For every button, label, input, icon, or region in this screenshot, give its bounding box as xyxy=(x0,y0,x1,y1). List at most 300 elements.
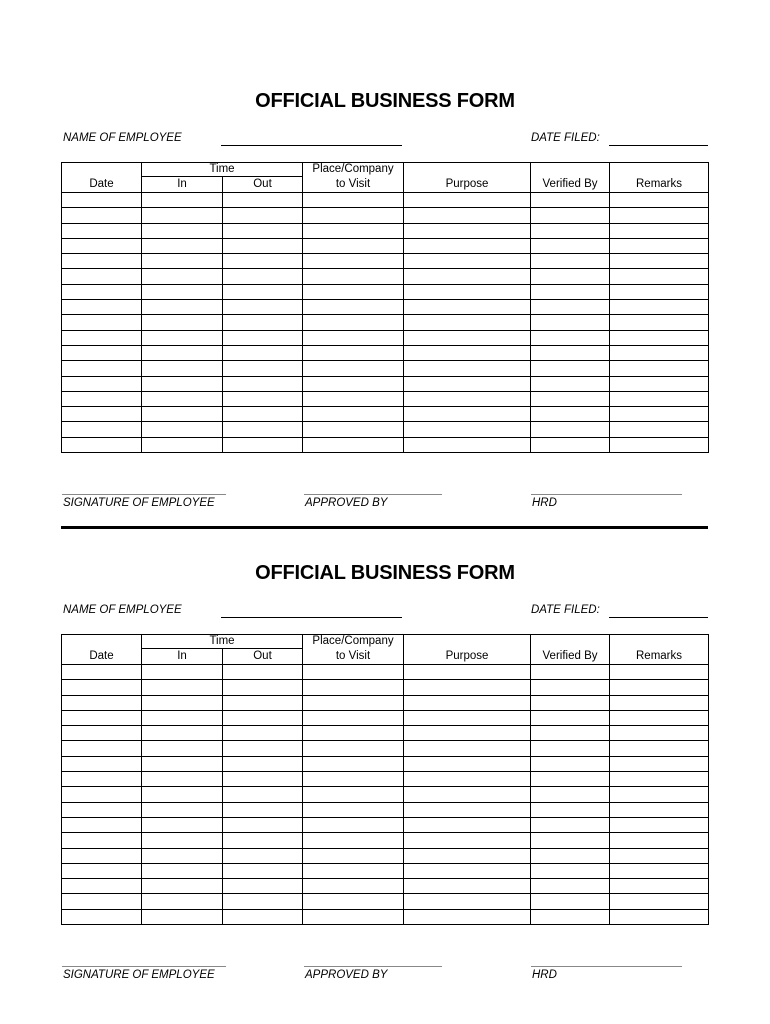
cell-time-in[interactable] xyxy=(142,817,223,832)
cell-place[interactable] xyxy=(303,695,404,710)
name-of-employee-field[interactable] xyxy=(221,145,402,146)
cell-remarks[interactable] xyxy=(610,238,709,253)
table-row xyxy=(62,879,709,894)
cell-purpose[interactable] xyxy=(404,223,531,238)
cell-purpose[interactable] xyxy=(404,741,531,756)
cell-verified-by[interactable] xyxy=(531,695,610,710)
cell-time-out[interactable] xyxy=(223,817,303,832)
cell-verified-by[interactable] xyxy=(531,848,610,863)
table-row xyxy=(62,238,709,253)
cell-purpose[interactable] xyxy=(404,756,531,771)
cell-remarks[interactable] xyxy=(610,787,709,802)
cell-time-in[interactable] xyxy=(142,741,223,756)
date-filed-field[interactable] xyxy=(609,145,708,146)
cell-remarks[interactable] xyxy=(610,315,709,330)
cell-purpose[interactable] xyxy=(404,710,531,725)
cell-verified-by[interactable] xyxy=(531,817,610,832)
cell-remarks[interactable] xyxy=(610,863,709,878)
cell-time-out[interactable] xyxy=(223,223,303,238)
cell-remarks[interactable] xyxy=(610,269,709,284)
signature-of-employee-field[interactable] xyxy=(62,494,226,495)
cell-verified-by[interactable] xyxy=(531,223,610,238)
hrd-field[interactable] xyxy=(531,966,682,967)
cell-purpose[interactable] xyxy=(404,254,531,269)
cell-time-in[interactable] xyxy=(142,894,223,909)
cell-remarks[interactable] xyxy=(610,391,709,406)
header-date: Date xyxy=(62,163,142,193)
cell-time-out[interactable] xyxy=(223,879,303,894)
approved-by-field[interactable] xyxy=(304,966,442,967)
cell-time-out[interactable] xyxy=(223,407,303,422)
table-row xyxy=(62,772,709,787)
cell-time-out[interactable] xyxy=(223,315,303,330)
cell-time-out[interactable] xyxy=(223,208,303,223)
business-log-table xyxy=(61,634,709,925)
cell-verified-by[interactable] xyxy=(531,330,610,345)
cell-time-in[interactable] xyxy=(142,726,223,741)
cell-time-out[interactable] xyxy=(223,665,303,680)
cell-place[interactable] xyxy=(303,665,404,680)
table-row xyxy=(62,695,709,710)
cell-purpose[interactable] xyxy=(404,863,531,878)
cell-date[interactable] xyxy=(62,680,142,695)
cell-time-in[interactable] xyxy=(142,665,223,680)
table-row xyxy=(62,361,709,376)
cell-time-in[interactable] xyxy=(142,695,223,710)
cell-remarks[interactable] xyxy=(610,376,709,391)
cell-purpose[interactable] xyxy=(404,772,531,787)
name-of-employee-label: NAME OF EMPLOYEE xyxy=(63,132,182,144)
cell-verified-by[interactable] xyxy=(531,909,610,924)
cell-verified-by[interactable] xyxy=(531,802,610,817)
table-row xyxy=(62,710,709,725)
cell-time-in[interactable] xyxy=(142,437,223,452)
cell-time-out[interactable] xyxy=(223,376,303,391)
cell-verified-by[interactable] xyxy=(531,787,610,802)
cell-purpose[interactable] xyxy=(404,437,531,452)
table-row xyxy=(62,315,709,330)
table-row xyxy=(62,863,709,878)
table-row xyxy=(62,894,709,909)
cell-purpose[interactable] xyxy=(404,208,531,223)
cell-purpose[interactable] xyxy=(404,879,531,894)
cell-time-out[interactable] xyxy=(223,787,303,802)
cell-purpose[interactable] xyxy=(404,361,531,376)
cell-date[interactable] xyxy=(62,894,142,909)
cell-purpose[interactable] xyxy=(404,407,531,422)
cell-date[interactable] xyxy=(62,879,142,894)
cell-remarks[interactable] xyxy=(610,741,709,756)
signature-of-employee-label: SIGNATURE OF EMPLOYEE xyxy=(63,969,215,981)
cell-date[interactable] xyxy=(62,330,142,345)
cell-date[interactable] xyxy=(62,300,142,315)
cell-remarks[interactable] xyxy=(610,695,709,710)
cell-remarks[interactable] xyxy=(610,361,709,376)
cell-date[interactable] xyxy=(62,208,142,223)
cell-verified-by[interactable] xyxy=(531,269,610,284)
cell-purpose[interactable] xyxy=(404,894,531,909)
cell-remarks[interactable] xyxy=(610,756,709,771)
table-row xyxy=(62,833,709,848)
cell-remarks[interactable] xyxy=(610,680,709,695)
cell-date[interactable] xyxy=(62,238,142,253)
cell-place[interactable] xyxy=(303,361,404,376)
table-row xyxy=(62,284,709,299)
cell-place[interactable] xyxy=(303,802,404,817)
cell-time-out[interactable] xyxy=(223,772,303,787)
table-row xyxy=(62,300,709,315)
cell-time-in[interactable] xyxy=(142,863,223,878)
cell-remarks[interactable] xyxy=(610,710,709,725)
cell-remarks[interactable] xyxy=(610,193,709,208)
header-purpose: Purpose xyxy=(404,163,531,193)
cell-verified-by[interactable] xyxy=(531,833,610,848)
cell-remarks[interactable] xyxy=(610,223,709,238)
table-row xyxy=(62,407,709,422)
cell-date[interactable] xyxy=(62,833,142,848)
cell-place[interactable] xyxy=(303,300,404,315)
cell-time-out[interactable] xyxy=(223,284,303,299)
cell-date[interactable] xyxy=(62,817,142,832)
cell-place[interactable] xyxy=(303,330,404,345)
cell-time-out[interactable] xyxy=(223,269,303,284)
cell-place[interactable] xyxy=(303,848,404,863)
cell-time-out[interactable] xyxy=(223,710,303,725)
cell-time-in[interactable] xyxy=(142,315,223,330)
cell-remarks[interactable] xyxy=(610,726,709,741)
table-row xyxy=(62,376,709,391)
date-filed-field[interactable] xyxy=(609,617,708,618)
cell-time-out[interactable] xyxy=(223,802,303,817)
cell-time-out[interactable] xyxy=(223,848,303,863)
approved-by-label: APPROVED BY xyxy=(305,497,388,509)
cell-time-in[interactable] xyxy=(142,680,223,695)
cell-time-in[interactable] xyxy=(142,269,223,284)
cell-time-in[interactable] xyxy=(142,208,223,223)
cell-time-out[interactable] xyxy=(223,391,303,406)
cell-date[interactable] xyxy=(62,848,142,863)
cell-time-out[interactable] xyxy=(223,422,303,437)
cell-purpose[interactable] xyxy=(404,391,531,406)
cell-time-in[interactable] xyxy=(142,833,223,848)
header-remarks: Remarks xyxy=(610,635,709,665)
table-row xyxy=(62,802,709,817)
cell-verified-by[interactable] xyxy=(531,238,610,253)
header-remarks: Remarks xyxy=(610,163,709,193)
cell-time-in[interactable] xyxy=(142,284,223,299)
cell-place[interactable] xyxy=(303,254,404,269)
cell-time-in[interactable] xyxy=(142,422,223,437)
cell-time-out[interactable] xyxy=(223,437,303,452)
cell-place[interactable] xyxy=(303,407,404,422)
cell-verified-by[interactable] xyxy=(531,879,610,894)
cell-remarks[interactable] xyxy=(610,208,709,223)
cell-place[interactable] xyxy=(303,879,404,894)
cell-remarks[interactable] xyxy=(610,802,709,817)
cell-purpose[interactable] xyxy=(404,787,531,802)
cell-purpose[interactable] xyxy=(404,695,531,710)
table-row xyxy=(62,726,709,741)
cell-time-in[interactable] xyxy=(142,756,223,771)
approved-by-label: APPROVED BY xyxy=(305,969,388,981)
cell-time-out[interactable] xyxy=(223,193,303,208)
cell-time-in[interactable] xyxy=(142,223,223,238)
cell-date[interactable] xyxy=(62,376,142,391)
cell-purpose[interactable] xyxy=(404,817,531,832)
cell-time-in[interactable] xyxy=(142,361,223,376)
cell-remarks[interactable] xyxy=(610,300,709,315)
cell-time-out[interactable] xyxy=(223,361,303,376)
cell-purpose[interactable] xyxy=(404,422,531,437)
cell-time-in[interactable] xyxy=(142,300,223,315)
header-place-line1: Place/Company xyxy=(303,163,404,177)
cell-date[interactable] xyxy=(62,695,142,710)
form-title: OFFICIAL BUSINESS FORM xyxy=(255,562,515,584)
cell-purpose[interactable] xyxy=(404,802,531,817)
table-row xyxy=(62,330,709,345)
cell-time-out[interactable] xyxy=(223,833,303,848)
cell-place[interactable] xyxy=(303,208,404,223)
cell-date[interactable] xyxy=(62,665,142,680)
cell-place[interactable] xyxy=(303,741,404,756)
cell-purpose[interactable] xyxy=(404,848,531,863)
cell-remarks[interactable] xyxy=(610,407,709,422)
cell-time-out[interactable] xyxy=(223,741,303,756)
cell-time-in[interactable] xyxy=(142,710,223,725)
cell-date[interactable] xyxy=(62,361,142,376)
cell-date[interactable] xyxy=(62,802,142,817)
cell-time-in[interactable] xyxy=(142,345,223,360)
signature-of-employee-label: SIGNATURE OF EMPLOYEE xyxy=(63,497,215,509)
cell-place[interactable] xyxy=(303,817,404,832)
cell-verified-by[interactable] xyxy=(531,422,610,437)
cell-verified-by[interactable] xyxy=(531,680,610,695)
cell-remarks[interactable] xyxy=(610,848,709,863)
cell-verified-by[interactable] xyxy=(531,300,610,315)
cell-purpose[interactable] xyxy=(404,680,531,695)
cell-place[interactable] xyxy=(303,894,404,909)
cell-verified-by[interactable] xyxy=(531,208,610,223)
cell-purpose[interactable] xyxy=(404,833,531,848)
cell-verified-by[interactable] xyxy=(531,391,610,406)
cell-verified-by[interactable] xyxy=(531,315,610,330)
cell-place[interactable] xyxy=(303,238,404,253)
header-verified-by: Verified By xyxy=(531,163,610,193)
cell-date[interactable] xyxy=(62,787,142,802)
cell-remarks[interactable] xyxy=(610,422,709,437)
cell-time-out[interactable] xyxy=(223,680,303,695)
cell-purpose[interactable] xyxy=(404,269,531,284)
cell-place[interactable] xyxy=(303,909,404,924)
cell-time-in[interactable] xyxy=(142,787,223,802)
cell-date[interactable] xyxy=(62,726,142,741)
cell-purpose[interactable] xyxy=(404,284,531,299)
cell-remarks[interactable] xyxy=(610,437,709,452)
cell-date[interactable] xyxy=(62,193,142,208)
cell-remarks[interactable] xyxy=(610,345,709,360)
cell-verified-by[interactable] xyxy=(531,254,610,269)
table-row xyxy=(62,193,709,208)
cell-purpose[interactable] xyxy=(404,345,531,360)
cell-place[interactable] xyxy=(303,391,404,406)
cell-purpose[interactable] xyxy=(404,376,531,391)
cell-time-out[interactable] xyxy=(223,330,303,345)
cell-time-in[interactable] xyxy=(142,330,223,345)
cell-verified-by[interactable] xyxy=(531,284,610,299)
cell-time-in[interactable] xyxy=(142,376,223,391)
cell-date[interactable] xyxy=(62,315,142,330)
cell-place[interactable] xyxy=(303,193,404,208)
table-row xyxy=(62,817,709,832)
hrd-label: HRD xyxy=(532,969,557,981)
cell-time-out[interactable] xyxy=(223,345,303,360)
name-of-employee-field[interactable] xyxy=(221,617,402,618)
cell-place[interactable] xyxy=(303,376,404,391)
cell-date[interactable] xyxy=(62,422,142,437)
cell-remarks[interactable] xyxy=(610,879,709,894)
header-time: Time xyxy=(142,163,303,177)
cell-date[interactable] xyxy=(62,345,142,360)
cell-remarks[interactable] xyxy=(610,772,709,787)
signature-of-employee-field[interactable] xyxy=(62,966,226,967)
cell-time-in[interactable] xyxy=(142,391,223,406)
header-date: Date xyxy=(62,635,142,665)
cell-purpose[interactable] xyxy=(404,909,531,924)
cell-time-in[interactable] xyxy=(142,848,223,863)
cell-time-out[interactable] xyxy=(223,254,303,269)
cell-place[interactable] xyxy=(303,772,404,787)
cell-verified-by[interactable] xyxy=(531,726,610,741)
table-row xyxy=(62,208,709,223)
cell-purpose[interactable] xyxy=(404,238,531,253)
cell-time-in[interactable] xyxy=(142,879,223,894)
cell-place[interactable] xyxy=(303,726,404,741)
cell-date[interactable] xyxy=(62,391,142,406)
cell-remarks[interactable] xyxy=(610,894,709,909)
cell-date[interactable] xyxy=(62,741,142,756)
cell-remarks[interactable] xyxy=(610,284,709,299)
table-row xyxy=(62,909,709,924)
cell-place[interactable] xyxy=(303,284,404,299)
cell-place[interactable] xyxy=(303,422,404,437)
header-place-line2: to Visit xyxy=(303,177,404,193)
cell-place[interactable] xyxy=(303,345,404,360)
cell-verified-by[interactable] xyxy=(531,772,610,787)
cell-place[interactable] xyxy=(303,756,404,771)
cell-remarks[interactable] xyxy=(610,665,709,680)
cell-purpose[interactable] xyxy=(404,315,531,330)
cell-place[interactable] xyxy=(303,863,404,878)
cell-place[interactable] xyxy=(303,269,404,284)
table-row xyxy=(62,787,709,802)
cell-time-in[interactable] xyxy=(142,238,223,253)
cell-remarks[interactable] xyxy=(610,833,709,848)
table-row xyxy=(62,254,709,269)
cell-remarks[interactable] xyxy=(610,817,709,832)
cell-date[interactable] xyxy=(62,407,142,422)
table-row xyxy=(62,741,709,756)
header-out: Out xyxy=(223,649,303,665)
cell-verified-by[interactable] xyxy=(531,894,610,909)
cell-date[interactable] xyxy=(62,863,142,878)
cell-place[interactable] xyxy=(303,437,404,452)
header-verified-by: Verified By xyxy=(531,635,610,665)
cell-date[interactable] xyxy=(62,772,142,787)
cell-verified-by[interactable] xyxy=(531,345,610,360)
table-row xyxy=(62,756,709,771)
table-row xyxy=(62,269,709,284)
cell-time-in[interactable] xyxy=(142,254,223,269)
cell-place[interactable] xyxy=(303,680,404,695)
cell-place[interactable] xyxy=(303,223,404,238)
cell-time-in[interactable] xyxy=(142,802,223,817)
cell-date[interactable] xyxy=(62,269,142,284)
cell-date[interactable] xyxy=(62,284,142,299)
cell-place[interactable] xyxy=(303,710,404,725)
cell-verified-by[interactable] xyxy=(531,407,610,422)
cell-time-in[interactable] xyxy=(142,193,223,208)
cell-date[interactable] xyxy=(62,223,142,238)
cell-time-out[interactable] xyxy=(223,756,303,771)
approved-by-field[interactable] xyxy=(304,494,442,495)
cell-time-out[interactable] xyxy=(223,695,303,710)
table-row xyxy=(62,422,709,437)
cell-date[interactable] xyxy=(62,254,142,269)
cell-time-out[interactable] xyxy=(223,726,303,741)
hrd-field[interactable] xyxy=(531,494,682,495)
cell-date[interactable] xyxy=(62,756,142,771)
table-row xyxy=(62,345,709,360)
cell-remarks[interactable] xyxy=(610,330,709,345)
date-filed-label: DATE FILED: xyxy=(531,132,600,144)
cell-verified-by[interactable] xyxy=(531,665,610,680)
cell-purpose[interactable] xyxy=(404,330,531,345)
cell-time-out[interactable] xyxy=(223,300,303,315)
cell-verified-by[interactable] xyxy=(531,756,610,771)
cell-place[interactable] xyxy=(303,315,404,330)
cell-time-out[interactable] xyxy=(223,909,303,924)
cell-time-in[interactable] xyxy=(142,772,223,787)
cell-place[interactable] xyxy=(303,787,404,802)
cell-date[interactable] xyxy=(62,710,142,725)
table-row xyxy=(62,680,709,695)
cell-verified-by[interactable] xyxy=(531,741,610,756)
cell-place[interactable] xyxy=(303,833,404,848)
cell-remarks[interactable] xyxy=(610,909,709,924)
header-place-line2: to Visit xyxy=(303,649,404,665)
cell-time-out[interactable] xyxy=(223,238,303,253)
cell-verified-by[interactable] xyxy=(531,376,610,391)
table-row xyxy=(62,223,709,238)
cell-verified-by[interactable] xyxy=(531,710,610,725)
cell-date[interactable] xyxy=(62,437,142,452)
cell-purpose[interactable] xyxy=(404,665,531,680)
cell-date[interactable] xyxy=(62,909,142,924)
cell-remarks[interactable] xyxy=(610,254,709,269)
cell-time-in[interactable] xyxy=(142,407,223,422)
cell-verified-by[interactable] xyxy=(531,863,610,878)
hrd-label: HRD xyxy=(532,497,557,509)
cell-verified-by[interactable] xyxy=(531,437,610,452)
cell-purpose[interactable] xyxy=(404,193,531,208)
cell-time-in[interactable] xyxy=(142,909,223,924)
cell-verified-by[interactable] xyxy=(531,193,610,208)
cell-time-out[interactable] xyxy=(223,863,303,878)
cell-purpose[interactable] xyxy=(404,300,531,315)
cell-purpose[interactable] xyxy=(404,726,531,741)
cell-verified-by[interactable] xyxy=(531,361,610,376)
cell-time-out[interactable] xyxy=(223,894,303,909)
